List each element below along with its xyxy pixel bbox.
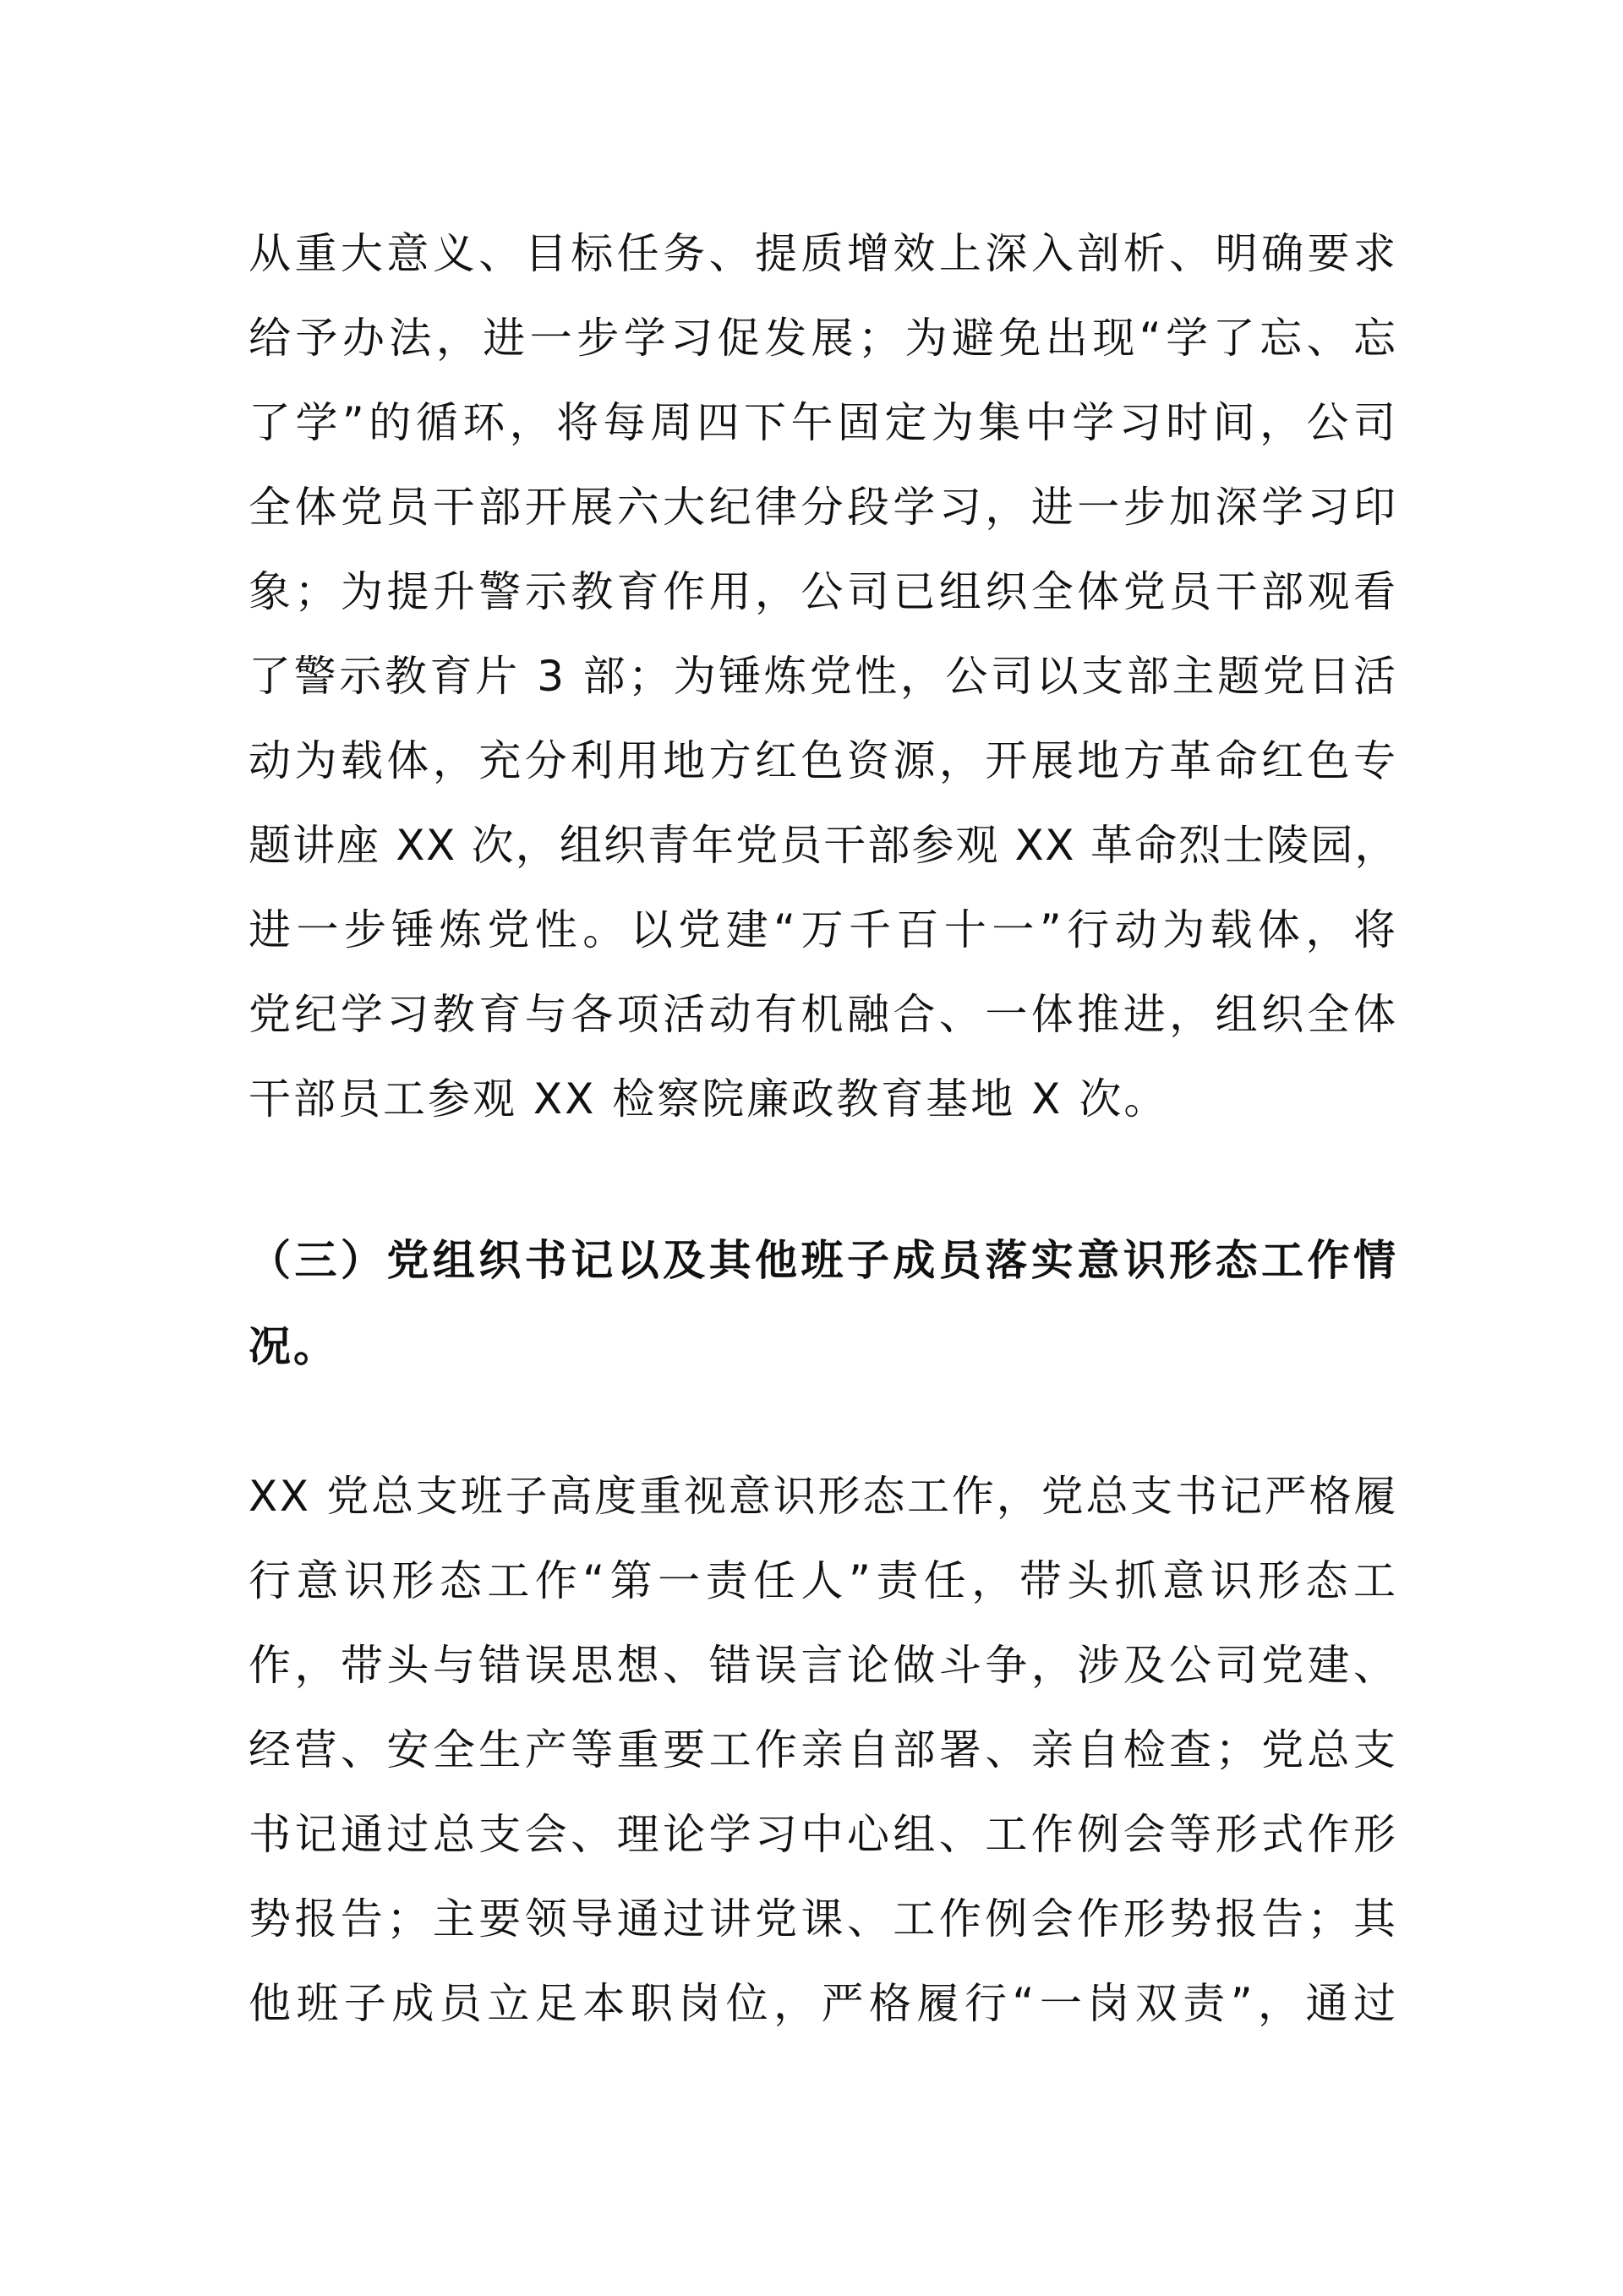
paragraph-line: 书记通过总支会、理论学习中心组、工作例会等形式作形 <box>249 1810 1398 1859</box>
heading-line: 况。 <box>249 1322 338 1371</box>
body-paragraph-1 <box>249 211 1398 1141</box>
paragraph-line: 行意识形态工作“第一责任人”责任，带头抓意识形态工 <box>249 1556 1398 1605</box>
paragraph-line: 给予办法，进一步学习促发展；为避免出现“学了忘、忘 <box>249 314 1398 363</box>
paragraph-line: XX 党总支班子高度重视意识形态工作，党总支书记严格履 <box>249 1472 1398 1521</box>
heading-line: （三）党组织书记以及其他班子成员落实意识形态工作情 <box>249 1236 1398 1285</box>
paragraph-line: 干部员工参观 XX 检察院廉政教育基地 X 次。 <box>249 1074 1169 1123</box>
paragraph-line: 经营、安全生产等重要工作亲自部署、亲自检查；党总支 <box>249 1725 1398 1774</box>
paragraph-line: 势报告；主要领导通过讲党课、工作例会作形势报告；其 <box>249 1894 1398 1943</box>
paragraph-line: 进一步锤炼党性。以党建“万千百十一”行动为载体，将 <box>249 905 1398 954</box>
paragraph-line: 了警示教育片 3 部；为锤炼党性，公司以支部主题党日活 <box>249 652 1398 701</box>
section-heading <box>249 1217 1398 1390</box>
paragraph-line: 全体党员干部开展六大纪律分段学习，进一步加深学习印 <box>249 483 1398 532</box>
paragraph-line: 动为载体，充分利用地方红色资源，开展地方革命红色专 <box>249 736 1398 785</box>
paragraph-line: 党纪学习教育与各项活动有机融合、一体推进，组织全体 <box>249 990 1398 1039</box>
paragraph-line: 他班子成员立足本职岗位，严格履行“一岗双责”，通过 <box>249 1979 1398 2028</box>
paragraph-line: 象；为提升警示教育作用，公司已组织全体党员干部观看 <box>249 567 1398 616</box>
paragraph-line: 题讲座 XX 次，组织青年党员干部参观 XX 革命烈士陵园， <box>249 821 1398 870</box>
body-paragraph-2 <box>249 1454 1398 2046</box>
paragraph-line: 从重大意义、目标任务、提质增效上深入剖析、明确要求 <box>249 229 1398 278</box>
paragraph-line: 了学”的循环，将每周四下午固定为集中学习时间，公司 <box>249 398 1398 447</box>
paragraph-line: 作，带头与错误思想、错误言论做斗争，涉及公司党建、 <box>249 1641 1398 1690</box>
